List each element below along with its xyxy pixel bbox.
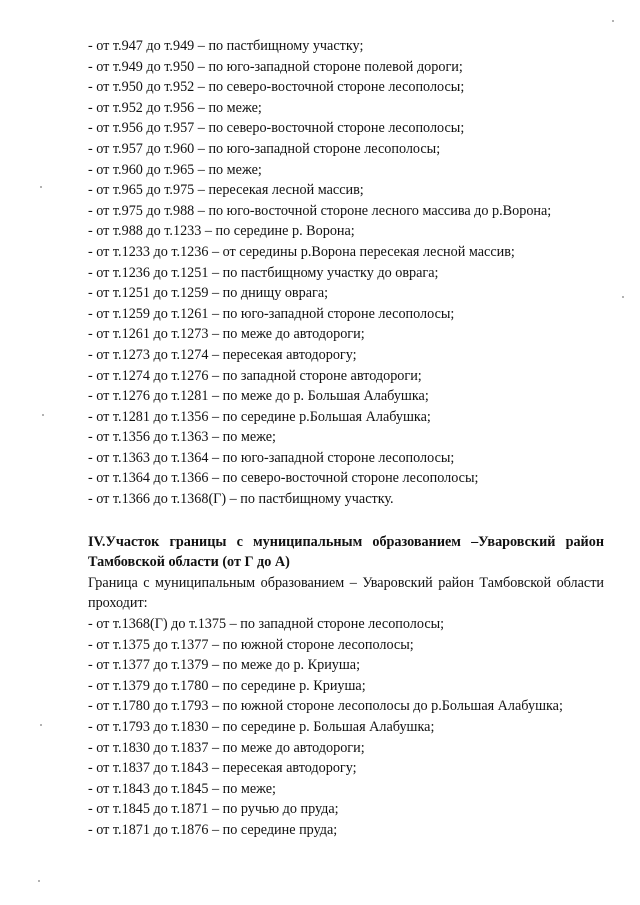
section-4 [88,532,604,841]
boundary-item: - от т.950 до т.952 – по северо-восточной стороне лесополосы; [88,79,465,96]
boundary-item: - от т.947 до т.949 – по пастбищному участку; [88,38,364,54]
boundary-item: - от т.1379 до т.1780 – по середине р. Криуша; [88,677,366,694]
boundary-item: - от т.988 до т.1233 – по середине р. Ворона; [88,223,355,240]
section-gap [88,510,604,532]
boundary-item: - от т.1830 до т.1837 – по меже до автодороги; [88,739,365,756]
scan-speck [40,724,42,726]
section-intro: Граница с муниципальным образованием – Уваровский район Тамбовской области проходит: [88,574,604,612]
boundary-item: - от т.1259 до т.1261 – по юго-западной стороне лесополосы; [88,305,455,322]
boundary-item: - от т.1377 до т.1379 – по меже до р. Криуша; [88,657,361,674]
boundary-item: - от т.1261 до т.1273 – по меже до автодороги; [88,326,365,343]
boundary-item: - от т.956 до т.957 – по северо-восточной стороне лесополосы; [88,120,465,137]
boundary-item: - от т.1793 до т.1830 – по середине р. Большая Алабушка; [88,719,435,735]
boundary-item: - от т.1356 до т.1363 – по меже; [88,429,276,446]
boundary-item: - от т.952 до т.956 – по меже; [88,99,262,116]
boundary-item: - от т.1364 до т.1366 – по северо-восточной стороне лесополосы; [88,470,479,487]
boundary-item: - от т.1837 до т.1843 – пересекая автодорогу; [88,760,357,777]
boundary-item: - от т.960 до т.965 – по меже; [88,161,262,178]
boundary-item: - от т.1233 до т.1236 – от середины р.Ворона пересекая лесной массив; [88,243,515,260]
boundary-item: - от т.1274 до т.1276 – по западной стороне автодороги; [88,367,422,384]
boundary-item: - от т.1780 до т.1793 – по южной стороне лесополосы до р.Большая Алабушка; [88,698,563,715]
boundary-item: - от т.1843 до т.1845 – по меже; [88,780,276,797]
section-heading: IV.Участок границы с муниципальным образованием –Уваровский район Тамбовской области (от Г до А) [88,533,604,571]
boundary-item: - от т.975 до т.988 – по юго-восточной стороне лесного массива до р.Ворона; [88,202,552,219]
boundary-item: - от т.1363 до т.1364 – по юго-западной стороне лесополосы; [88,449,455,466]
scan-speck [42,414,44,416]
section-3-list [88,36,604,510]
boundary-item: - от т.1273 до т.1274 – пересекая автодорогу; [88,346,357,363]
boundary-item: - от т.1368(Г) до т.1375 – по западной стороне лесополосы; [88,616,445,633]
scan-speck [622,296,624,298]
boundary-item: - от т.1236 до т.1251 – по пастбищному участку до оврага; [88,264,439,281]
boundary-item: - от т.1281 до т.1356 – по середине р.Большая Алабушка; [88,408,431,425]
scan-speck [38,880,40,882]
boundary-item: - от т.1845 до т.1871 – по ручью до пруда; [88,801,339,818]
scan-speck [40,186,42,188]
boundary-item: - от т.1251 до т.1259 – по днищу оврага; [88,285,329,302]
boundary-item: - от т.1871 до т.1876 – по середине пруда; [88,821,338,838]
boundary-item: - от т.949 до т.950 – по юго-западной стороне полевой дороги; [88,58,463,75]
boundary-item: - от т.957 до т.960 – по юго-западной стороне лесополосы; [88,140,441,157]
document-page [88,36,604,841]
boundary-item: - от т.965 до т.975 – пересекая лесной массив; [88,182,364,199]
boundary-item: - от т.1375 до т.1377 – по южной стороне лесополосы; [88,636,414,653]
boundary-item: - от т.1366 до т.1368(Г) – по пастбищному участку. [88,491,394,508]
boundary-item: - от т.1276 до т.1281 – по меже до р. Большая Алабушка; [88,388,429,405]
scan-speck [612,20,614,22]
